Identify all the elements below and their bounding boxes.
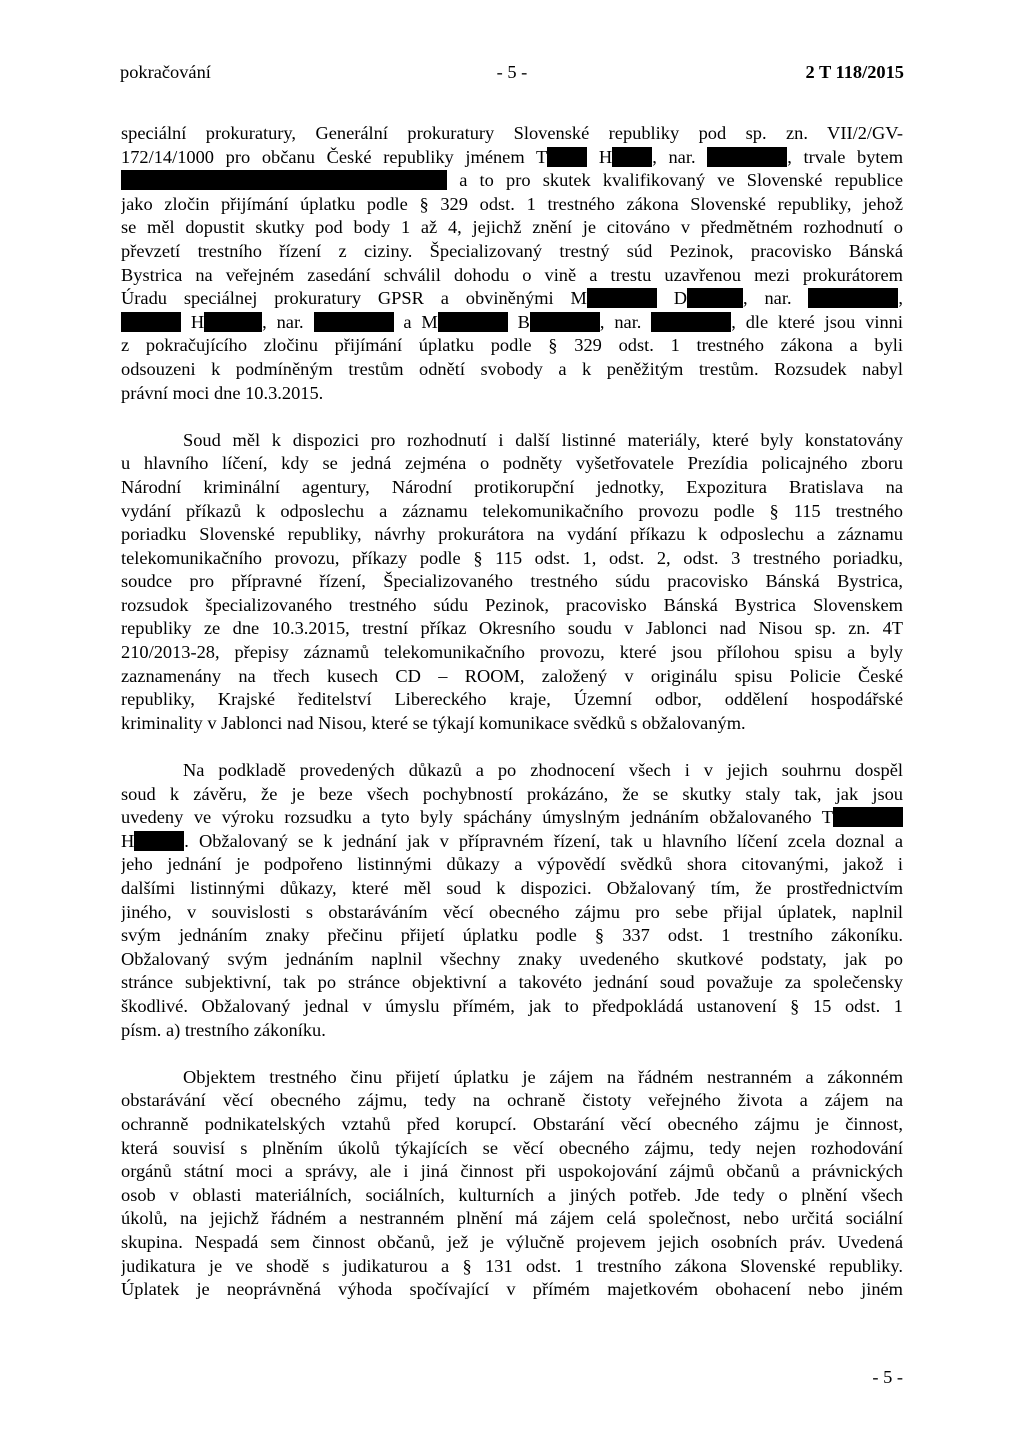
text-line: dalšími listinnými důkazy, které měl soud k dispozici. Obžalovaný tím, že prostřednictvím (121, 878, 903, 898)
text-line: vydání příkazů k odposlechu a záznamu telekomunikačního provozu podle § 115 trestného (121, 500, 903, 521)
text-line: svým jednáním znaky přečinu přijetí úplatku podle § 337 odst. 1 trestního zákoníku. (121, 925, 903, 946)
redaction (587, 288, 657, 308)
page-footer-number: - 5 - (872, 1367, 903, 1387)
text-line: jako zločin přijímání úplatku podle § 329 odst. 1 trestného zákona Slovenské republiky, jehož (121, 193, 903, 214)
header-continuation: pokračování (120, 62, 211, 82)
text-line: ochranně podnikatelských vztahů před korupcí. Obstarání věcí obecného zájmu je činnost, (121, 1113, 903, 1134)
redaction (204, 312, 262, 332)
text-line: kriminality v Jablonci nad Nisou, které se týkají komunikace svědků s obžalovaným. (121, 712, 746, 733)
text-line: speciální prokuratury, Generální prokuratury Slovenské republiky pod sp. zn. VII/2/GV- (121, 123, 903, 143)
text-line: 172/14/1000 pro občanu České republiky jménem T H , nar. , trvale bytem (121, 146, 903, 167)
text-line: judikatura je ve shodě s judikaturou a § 131 odst. 1 trestního zákona Slovenské republiky. (121, 1255, 903, 1276)
text-line: soud k závěru, že je beze všech pochybností prokázáno, že se skutky staly tak, jak jsou (121, 783, 903, 804)
text-line: jeho jednání je podpořeno listinnými důkazy a výpovědí svědků shora citovanými, jakož i (121, 854, 903, 875)
redaction (707, 147, 787, 167)
text-line: odsouzeni k podmíněným trestům odnětí svobody a k peněžitým trestům. Rozsudek nabyl (121, 358, 903, 379)
text-line: 210/2013-28, přepisy záznamů telekomunikačního provozu, které jsou přílohou spisu a byly (121, 642, 903, 663)
text-line: rozsudok špecializovaného trestného súdu Pezinok, pracovisko Bánská Bystrica Slovenskem (121, 594, 903, 615)
text-line: osob v oblasti materiálních, sociálních, kulturních a jiných potřeb. Jde tedy o plnění všech (121, 1184, 903, 1205)
redaction (134, 831, 184, 851)
redaction (547, 147, 587, 167)
text-line: Bystrica na veřejném zasedání schválil dohodu o vině a trestu uzavřenou mezi prokurátorem (121, 264, 903, 285)
text-line: republiky ze dne 10.3.2015, trestní příkaz Okresního soudu v Jablonci nad Nisou sp. zn. 4T (121, 618, 903, 639)
header-case-number: 2 T 118/2015 (805, 62, 904, 82)
redaction (651, 312, 731, 332)
text-line: Na podkladě provedených důkazů a po zhodnocení všech i v jejich souhrnu dospěl (183, 760, 903, 781)
document-body (121, 122, 903, 1302)
text-line: H . Obžalovaný se k jednání jak v přípravném řízení, tak u hlavního líčení zcela doznal a (121, 830, 903, 851)
redaction (438, 312, 508, 332)
text-line: skupina. Nespadá sem činnost občanů, jež je výlučně projevem jejich osobních práv. Uvedená (121, 1231, 903, 1252)
text-line: Úradu speciálnej prokuratury GPSR a obviněnými M D , nar. , (121, 288, 903, 309)
text-line: z pokračujícího zločinu přijímání úplatku podle § 329 odst. 1 trestného zákona a byli (121, 335, 903, 356)
text-line: telekomunikačního provozu, příkazy podle § 115 odst. 1, odst. 2, odst. 3 trestného poriadku, (121, 547, 903, 568)
text-line: Národní kriminální agentury, Národní protikorupční jednotky, Expozitura Bratislava na (121, 476, 903, 497)
text-line: převzetí trestního řízení z ciziny. Špecializovaný trestný súd Pezinok, pracovisko Bánská (121, 240, 903, 261)
text-line: a to pro skutek kvalifikovaný ve Slovenské republice (121, 169, 903, 193)
text-line: soudce pro přípravné řízení, Špecializovaného trestného súdu pracovisko Bánská Bystrica, (121, 571, 903, 592)
text-line: Úplatek je neoprávněná výhoda spočívající v přímém majetkovém obohacení nebo jiném (121, 1279, 903, 1300)
header-page-number: - 5 - (496, 62, 528, 82)
text-line: u hlavního líčení, kdy se jedná zejména o podněty vyšetřovatele Prezídia policajného zboru (121, 453, 903, 474)
page-header (120, 62, 904, 86)
text-line: orgánů státní moci a správy, ale i jiná činnost při uspokojování zájmů občanů a právnických (121, 1161, 903, 1182)
text-line: Obžalovaný svým jednáním naplnil všechny znaky uvedeného skutkové podstaty, jak po (121, 948, 903, 969)
text-line: Soud měl k dispozici pro rozhodnutí i další listinné materiály, které byly konstatovány (183, 429, 903, 450)
redaction (612, 147, 652, 167)
text-line: Objektem trestného činu přijetí úplatku je zájem na řádném nestranném a zákonném (183, 1066, 903, 1087)
text-line: jiného, v souvislosti s obstaráváním věcí obecného zájmu pro sebe přijal úplatek, naplnil (121, 901, 903, 922)
text-line: úkolů, na jejichž řádném a nestranném plnění má zájem celá společnost, nebo určitá sociální (121, 1208, 903, 1229)
redaction (808, 288, 898, 308)
redaction (530, 312, 600, 332)
text-line: která souvisí s plněním úkolů týkajících se věcí obecného zájmu, tedy nejen rozhodování (121, 1137, 903, 1158)
text-line: stránce subjektivní, tak po stránce objektivní a takovéto jednání soud považuje za společensky (121, 972, 903, 993)
text-line: poriadku Slovenské republiky, návrhy prokurátora na vydání příkazu k odposlechu a záznamu (121, 524, 903, 545)
redaction (687, 288, 743, 308)
text-line: právní moci dne 10.3.2015. (121, 382, 324, 403)
text-line: obstarávání věcí obecného zájmu, tedy na ochraně čistoty veřejného života a zájem na (121, 1090, 903, 1111)
text-line: se měl dopustit skutky pod body 1 až 4, jejichž znění je citováno v předmětném rozhodnutí o (121, 217, 903, 238)
redaction (833, 807, 903, 827)
text-line: uvedeny ve výroku rozsudku a tyto byly spáchány úmyslným jednáním obžalovaného T (121, 806, 903, 830)
text-line: republiky, Krajské ředitelství Libereckého kraje, Územní odbor, oddělení hospodářské (121, 689, 903, 710)
redaction (121, 170, 447, 190)
text-line: H , nar. a M B , nar. , dle které jsou vinni (121, 311, 903, 335)
text-line: škodlivé. Obžalovaný jednal v úmyslu přímém, jak to předpokládá ustanovení § 15 odst. 1 (121, 995, 903, 1016)
redaction (314, 312, 394, 332)
redaction (121, 312, 181, 332)
text-line: písm. a) trestního zákoníku. (121, 1019, 326, 1040)
text-line: zaznamenány na třech kusech CD – ROOM, založený v originálu spisu Policie České (121, 665, 903, 686)
